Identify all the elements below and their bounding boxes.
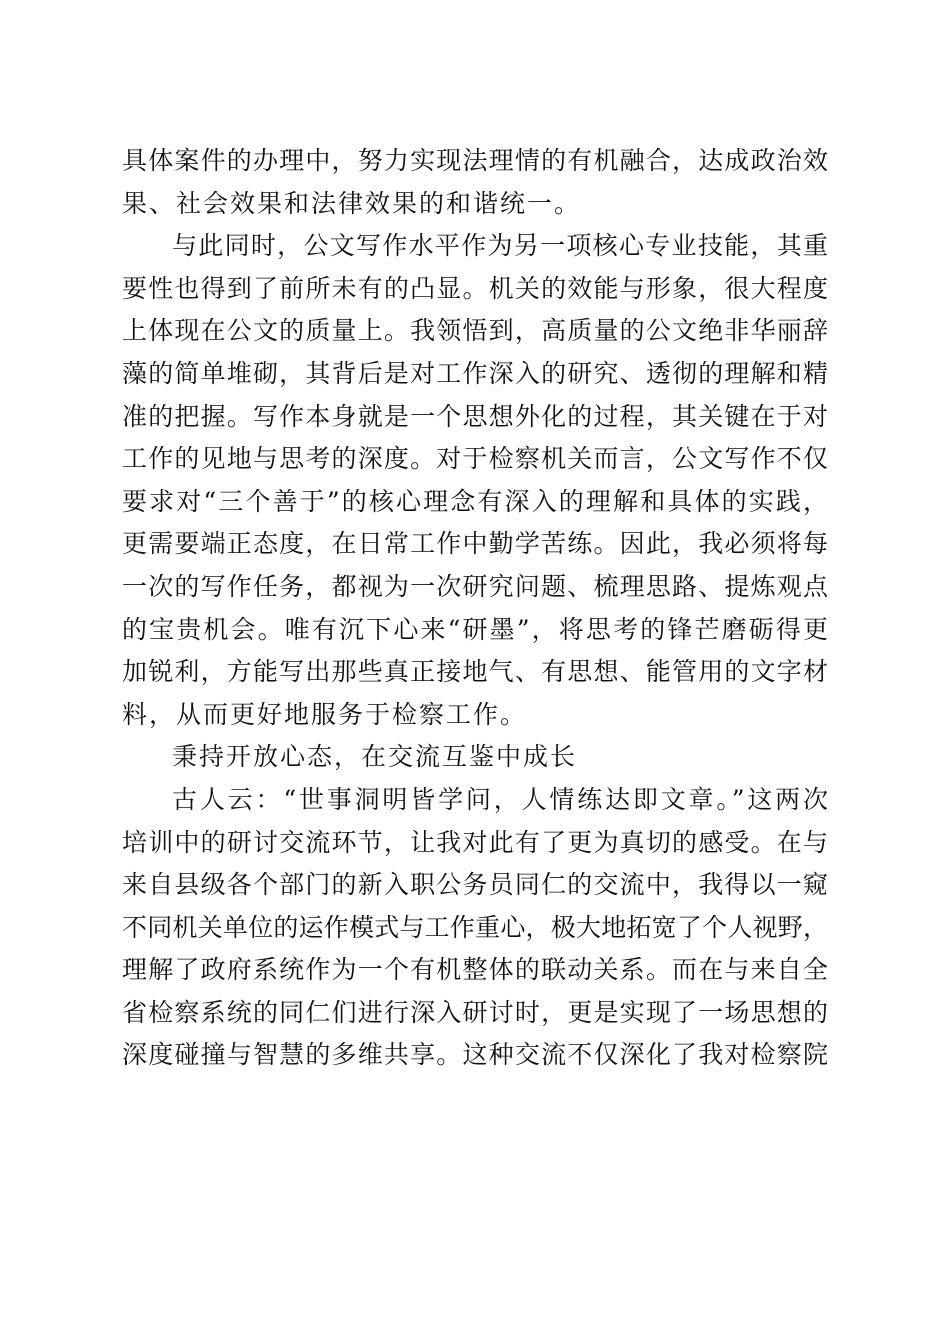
paragraph-line: 要求对“三个善于”的核心理念有深入的理解和具体的实践，	[122, 486, 828, 516]
paragraph-line: 不同机关单位的运作模式与工作重心，极大地拓宽了个人视野，	[122, 912, 828, 942]
paragraph-line: 更需要端正态度，在日常工作中勤学苦练。因此，我必须将每	[122, 529, 828, 559]
paragraph-line: 古人云：“世事洞明皆学问，人情练达即文章。”这两次	[172, 784, 828, 814]
paragraph-line: 一次的写作任务，都视为一次研究问题、梳理思路、提炼观点	[122, 571, 828, 601]
paragraph-line: 要性也得到了前所未有的凸显。机关的效能与形象，很大程度	[122, 273, 828, 303]
paragraph-line: 来自县级各个部门的新入职公务员同仁的交流中，我得以一窥	[122, 870, 828, 900]
paragraph-line: 上体现在公文的质量上。我领悟到，高质量的公文绝非华丽辞	[122, 316, 828, 346]
paragraph-line: 培训中的研讨交流环节，让我对此有了更为真切的感受。在与	[122, 827, 828, 857]
paragraph-line: 与此同时，公文写作水平作为另一项核心专业技能，其重	[172, 231, 828, 261]
paragraph-line: 的宝贵机会。唯有沉下心来“研墨”，将思考的锋芒磨砺得更	[122, 614, 828, 644]
paragraph-line: 深度碰撞与智慧的多维共享。这种交流不仅深化了我对检察院	[122, 1040, 828, 1070]
paragraph-line: 理解了政府系统作为一个有机整体的联动关系。而在与来自全	[122, 955, 828, 985]
paragraph-line: 准的把握。写作本身就是一个思想外化的过程，其关键在于对	[122, 401, 828, 431]
paragraph-line: 果、社会效果和法律效果的和谐统一。	[122, 188, 582, 218]
paragraph-line: 工作的见地与思考的深度。对于检察机关而言，公文写作不仅	[122, 444, 828, 474]
paragraph-line: 藻的简单堆砌，其背后是对工作深入的研究、透彻的理解和精	[122, 358, 828, 388]
paragraph-line: 加锐利，方能写出那些真正接地气、有思想、能管用的文字材	[122, 657, 828, 687]
document-body	[122, 140, 828, 1077]
paragraph-line: 料，从而更好地服务于检察工作。	[122, 699, 528, 729]
paragraph-line: 具体案件的办理中，努力实现法理情的有机融合，达成政治效	[122, 146, 828, 175]
paragraph-line: 省检察系统的同仁们进行深入研讨时，更是实现了一场思想的	[122, 997, 828, 1027]
section-heading: 秉持开放心态，在交流互鉴中成长	[172, 742, 578, 772]
